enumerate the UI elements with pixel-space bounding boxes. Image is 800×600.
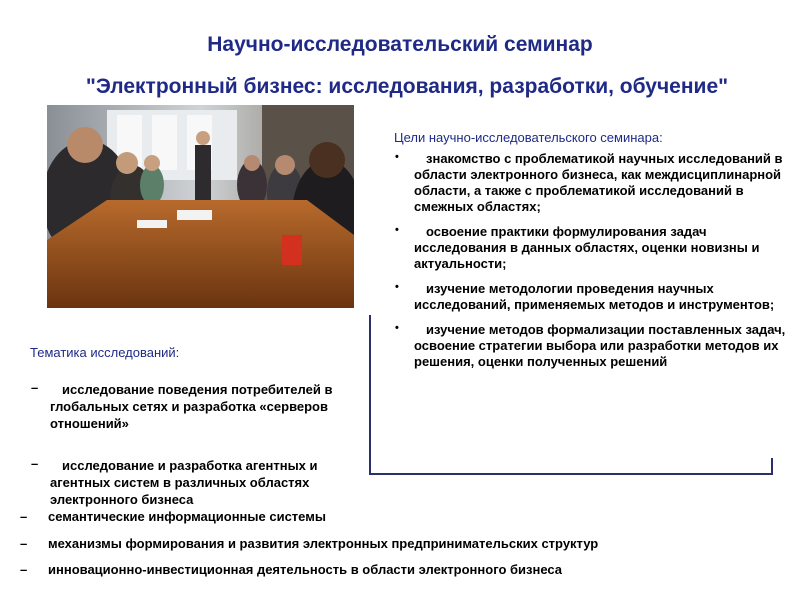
topics-heading: Тематика исследований: xyxy=(30,345,180,360)
bullet-icon: • xyxy=(395,151,399,163)
bullet-icon: • xyxy=(395,281,399,293)
goal-item xyxy=(393,151,793,215)
goal-item xyxy=(393,322,793,370)
topic-item xyxy=(20,509,326,524)
slide-subtitle: "Электронный бизнес: исследования, разработки, обучение" xyxy=(85,75,729,98)
goal-item xyxy=(393,281,793,313)
dash-icon: – xyxy=(20,536,28,551)
topic-item-text: механизмы формирования и развития электронных предпринимательских структур xyxy=(48,536,599,551)
dash-icon: – xyxy=(31,380,39,395)
dash-icon: – xyxy=(20,562,28,577)
meeting-photo xyxy=(47,105,354,308)
frame-horizontal-rule xyxy=(369,473,773,475)
topic-item-text: исследование поведения потребителей в глобальных сетях и разработка «серверов отношений» xyxy=(50,382,333,431)
topic-item-text: исследование и разработка агентных и агентных систем в различных областях электронного бизнеса xyxy=(50,458,318,507)
topic-item xyxy=(31,380,340,432)
goal-item-text: знакомство с проблематикой научных исследований в области электронного бизнеса, как междисциплинарной области, а также с проблематикой исследований в смежных областях; xyxy=(414,151,783,214)
dash-icon: – xyxy=(20,509,28,524)
goals-heading: Цели научно-исследовательского семинара: xyxy=(394,130,663,145)
slide-title: Научно-исследовательский семинар xyxy=(207,33,593,56)
dash-icon: – xyxy=(31,456,39,471)
frame-right-tick xyxy=(771,458,773,475)
topic-item xyxy=(20,536,598,551)
meeting-photo-image xyxy=(47,105,354,308)
frame-vertical-rule xyxy=(369,315,371,474)
goal-item-text: освоение практики формулирования задач исследования в данных областях, оценки новизны и актуальности; xyxy=(414,224,760,271)
bullet-icon: • xyxy=(395,224,399,236)
topic-item xyxy=(31,456,330,508)
topic-item-text: семантические информационные системы xyxy=(48,509,326,524)
bullet-icon: • xyxy=(395,322,399,334)
goals-list xyxy=(393,151,793,379)
goal-item-text: изучение методологии проведения научных исследований, применяемых методов и инструментов; xyxy=(414,281,775,312)
topic-item xyxy=(20,562,562,577)
goal-item xyxy=(393,224,793,272)
goal-item-text: изучение методов формализации поставленных задач, освоение стратегии выбора или разработки методов их решения, оценки полученных решений xyxy=(414,322,786,369)
topic-item-text: инновационно-инвестиционная деятельность в области электронного бизнеса xyxy=(48,562,563,577)
